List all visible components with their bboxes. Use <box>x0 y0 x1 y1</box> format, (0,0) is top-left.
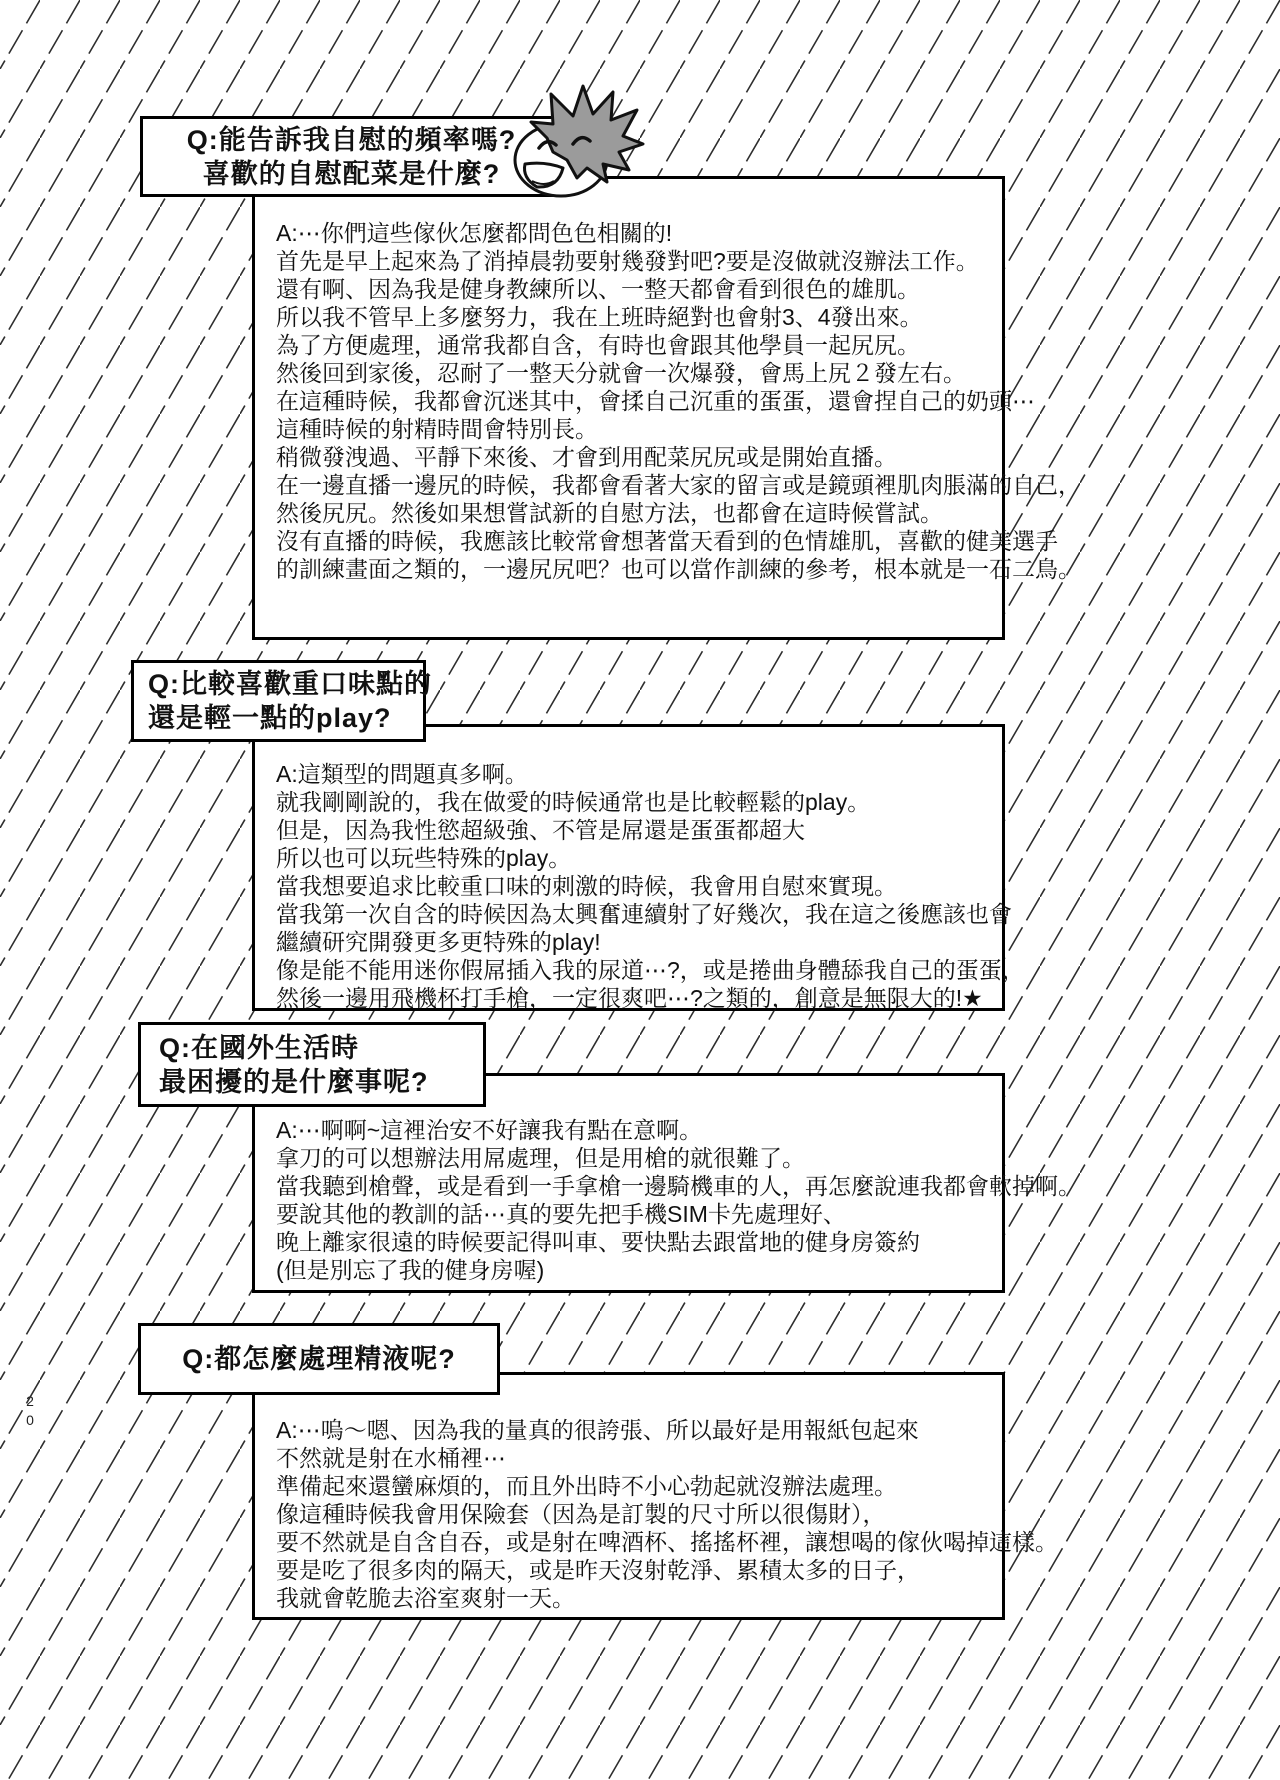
text-line: 的訓練畫面之類的，一邊尻尻吧？也可以當作訓練的參考，根本就是一石二鳥。 <box>276 556 1081 582</box>
text-line: (但是別忘了我的健身房喔) <box>276 1257 545 1283</box>
laughing-face-icon <box>495 80 645 198</box>
answer-box-2 <box>252 724 1025 1011</box>
text-line: 要是吃了很多肉的隔天，或是昨天沒射乾淨、累積太多的日子， <box>276 1557 920 1583</box>
text-line: 像是能不能用迷你假屌插入我的尿道⋯?，或是捲曲身體舔我自己的蛋蛋， <box>276 957 1025 983</box>
text-line: 然後回到家後，忍耐了一整天分就會一次爆發，會馬上尻２發左右。 <box>276 360 966 386</box>
answer-box-4 <box>252 1372 1058 1620</box>
text-line: 首先是早上起來為了消掉晨勃要射幾發對吧?要是沒做就沒辦法工作。 <box>276 248 979 274</box>
text-line: 所以我不管早上多麼努力，我在上班時絕對也會射3、4發出來。 <box>276 304 923 330</box>
text-line: A:⋯嗚〜嗯、因為我的量真的很誇張、所以最好是用報紙包起來 <box>276 1417 919 1443</box>
text-line: 要不然就是自含自吞，或是射在啤酒杯、搖搖杯裡，讓想喝的傢伙喝掉這樣。 <box>276 1529 1058 1555</box>
question-box-2 <box>131 660 432 742</box>
text-line: 準備起來還蠻麻煩的，而且外出時不小心勃起就沒辦法處理。 <box>276 1473 897 1499</box>
text-line: 在這種時候，我都會沉迷其中，會揉自己沉重的蛋蛋，還會捏自己的奶頭⋯ <box>276 388 1035 414</box>
text-line: 沒有直播的時候，我應該比較常會想著當天看到的色情雄肌，喜歡的健美選手 <box>276 528 1058 554</box>
text-line: 當我第一次自含的時候因為太興奮連續射了好幾次，我在這之後應該也會 <box>276 901 1012 927</box>
question-box-3 <box>138 1022 486 1107</box>
text-line: 還是輕一點的play? <box>148 703 392 733</box>
text-line: 像這種時候我會用保險套（因為是訂製的尺寸所以很傷財）， <box>276 1501 886 1527</box>
text-line: 所以也可以玩些特殊的play。 <box>276 845 572 871</box>
text-line: 最困擾的是什麼事呢? <box>159 1066 429 1097</box>
text-line: Q:比較喜歡重口味點的 <box>148 669 432 699</box>
text-line: 但是，因為我性慾超級強、不管是屌還是蛋蛋都超大 <box>276 817 805 843</box>
page-number: 20 <box>22 1393 38 1431</box>
answer-text-3 <box>255 1076 1081 1284</box>
text-line: 然後尻尻。然後如果想嘗試新的自慰方法，也都會在這時候嘗試。 <box>276 500 943 526</box>
text-line: Q:能告訴我自慰的頻率嗎? <box>186 124 517 155</box>
answer-text-2 <box>255 727 1025 1012</box>
answer-box-1 <box>252 176 1081 640</box>
text-line: 晚上離家很遠的時候要記得叫車、要快點去跟當地的健身房簽約 <box>276 1229 920 1255</box>
text-line: 喜歡的自慰配菜是什麼? <box>202 158 501 189</box>
answer-text-1 <box>255 179 1081 583</box>
text-line: A:⋯啊啊~這裡治安不好讓我有點在意啊。 <box>276 1117 703 1143</box>
text-line: 拿刀的可以想辦法用屌處理，但是用槍的就很難了。 <box>276 1145 805 1171</box>
text-line: 要說其他的教訓的話⋯真的要先把手機SIM卡先處理好、 <box>276 1201 846 1227</box>
text-line: A:這類型的問題真多啊。 <box>276 761 528 787</box>
text-line: 稍微發洩過、平靜下來後、才會到用配菜尻尻或是開始直播。 <box>276 444 897 470</box>
text-line: 為了方便處理，通常我都自含，有時也會跟其他學員一起尻尻。 <box>276 332 920 358</box>
answer-text-4 <box>255 1375 1058 1612</box>
text-line: 然後一邊用飛機杯打手槍，一定很爽吧⋯?之類的，創意是無限大的!★ <box>276 985 983 1011</box>
text-line: A:⋯你們這些傢伙怎麼都問色色相關的! <box>276 220 673 246</box>
question-box-4 <box>138 1323 500 1395</box>
text-line: Q:在國外生活時 <box>159 1032 359 1063</box>
text-line: 當我聽到槍聲，或是看到一手拿槍一邊騎機車的人，再怎麼說連我都會軟掉啊。 <box>276 1173 1081 1199</box>
text-line: 這種時候的射精時間會特別長。 <box>276 416 598 442</box>
text-line: 還有啊、因為我是健身教練所以、一整天都會看到很色的雄肌。 <box>276 276 920 302</box>
text-line: 當我想要追求比較重口味的刺激的時候，我會用自慰來實現。 <box>276 873 897 899</box>
text-line: 不然就是射在水桶裡⋯ <box>276 1445 506 1471</box>
text-line: 在一邊直播一邊尻的時候，我都會看著大家的留言或是鏡頭裡肌肉脹滿的自己， <box>276 472 1081 498</box>
text-line: Q:都怎麼處理精液呢? <box>182 1344 456 1374</box>
text-line: 我就會乾脆去浴室爽射一天。 <box>276 1585 575 1611</box>
text-line: 就我剛剛說的，我在做愛的時候通常也是比較輕鬆的play。 <box>276 789 871 815</box>
text-line: 繼續研究開發更多更特殊的play! <box>276 929 601 955</box>
